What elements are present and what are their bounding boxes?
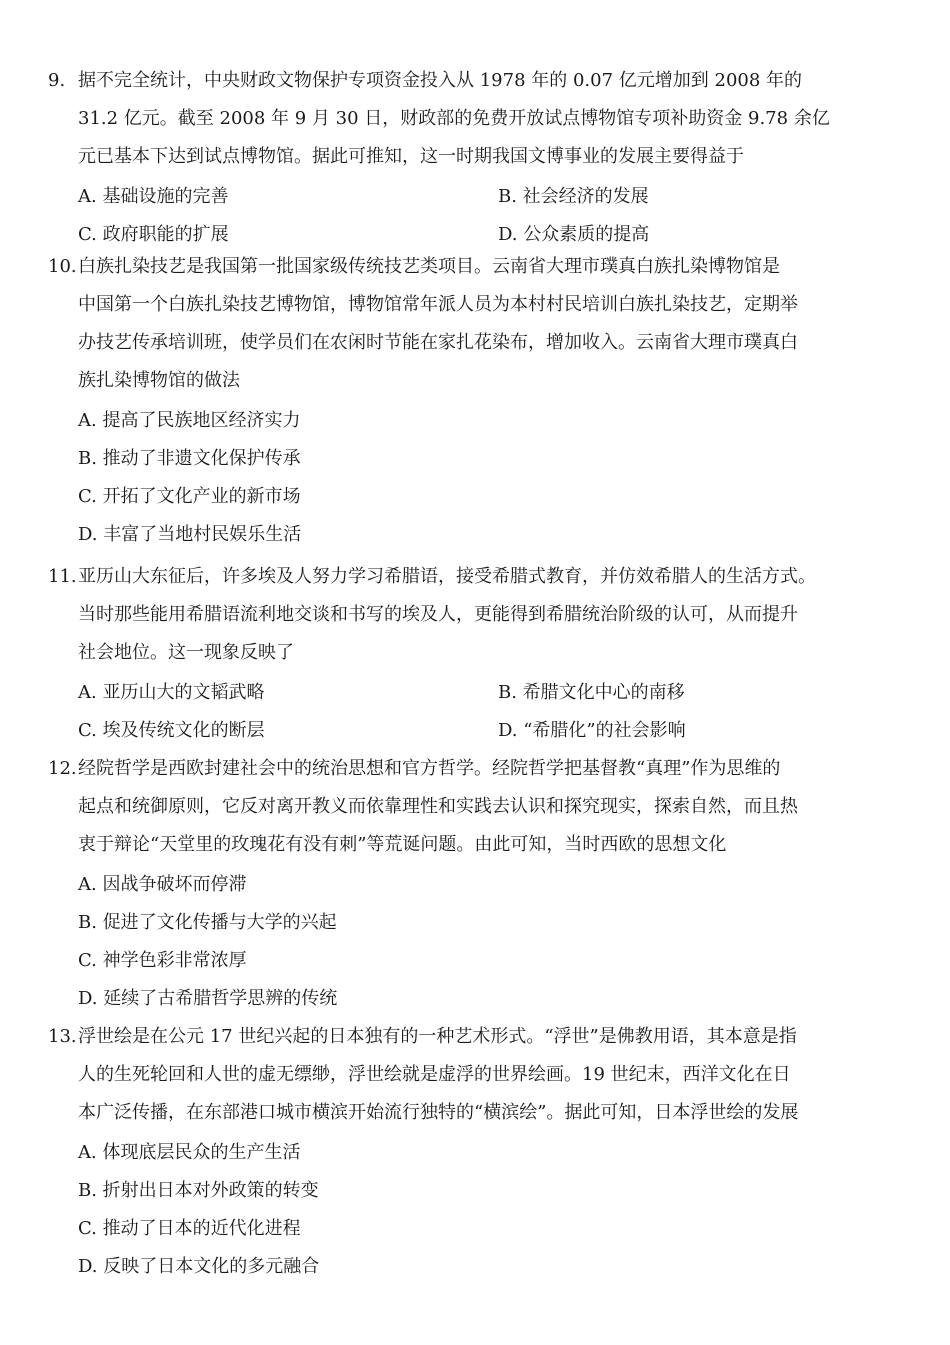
option-b: B. 希腊文化中心的南移 — [498, 682, 685, 703]
option-b: B. 推动了非遗文化保护传承 — [78, 448, 301, 469]
stem-line: 元已基本下达到试点博物馆。据此可推知，这一时期我国文博事业的发展主要得益于 — [78, 146, 744, 167]
options — [48, 1132, 918, 1284]
stem-line: 亚历山大东征后，许多埃及人努力学习希腊语，接受希腊式教育，并仿效希腊人的生活方式。 — [78, 566, 816, 587]
question-stem — [48, 248, 918, 400]
stem-line: 浮世绘是在公元 17 世纪兴起的日本独有的一种艺术形式。“浮世”是佛教用语，其本意是指 — [78, 1026, 797, 1047]
option-c: C. 推动了日本的近代化进程 — [78, 1218, 301, 1239]
stem-line: 当时那些能用希腊语流利地交谈和书写的埃及人，更能得到希腊统治阶级的认可，从而提升 — [78, 604, 798, 625]
stem-line: 办技艺传承培训班，使学员们在农闲时节能在家扎花染布，增加收入。云南省大理市璞真白 — [78, 332, 798, 353]
question-stem — [48, 750, 918, 864]
question-stem — [48, 62, 918, 176]
question-11 — [48, 558, 918, 748]
stem-line: 据不完全统计，中央财政文物保护专项资金投入从 1978 年的 0.07 亿元增加到 2008 年的 — [78, 70, 803, 91]
stem-line: 起点和统御原则，它反对离开教义而依靠理性和实践去认识和探究现实，探索自然，而且热 — [78, 796, 798, 817]
option-d: D. 丰富了当地村民娱乐生活 — [78, 524, 302, 545]
option-c: C. 神学色彩非常浓厚 — [78, 950, 247, 971]
option-a: A. 因战争破坏而停滞 — [78, 874, 247, 895]
question-number: 13. — [48, 1026, 77, 1047]
option-c: C. 埃及传统文化的断层 — [78, 720, 265, 741]
option-a: A. 基础设施的完善 — [78, 186, 229, 207]
question-9 — [48, 62, 918, 252]
question-12 — [48, 750, 918, 1016]
stem-line: 族扎染博物馆的做法 — [78, 370, 240, 391]
option-c: C. 政府职能的扩展 — [78, 224, 229, 245]
option-a: A. 体现底层民众的生产生活 — [78, 1142, 301, 1163]
option-d: D. 公众素质的提高 — [498, 224, 650, 245]
option-d: D. 反映了日本文化的多元融合 — [78, 1256, 320, 1277]
question-13 — [48, 1018, 918, 1284]
stem-line: 衷于辩论“天堂里的玫瑰花有没有刺”等荒诞问题。由此可知，当时西欧的思想文化 — [78, 834, 727, 855]
options — [48, 176, 918, 252]
question-stem — [48, 558, 918, 672]
stem-line: 经院哲学是西欧封建社会中的统治思想和官方哲学。经院哲学把基督教“真理”作为思维的 — [78, 758, 781, 779]
option-b: B. 社会经济的发展 — [498, 186, 649, 207]
stem-line: 人的生死轮回和人世的虚无缥缈，浮世绘就是虚浮的世界绘画。19 世纪末，西洋文化在日 — [78, 1064, 791, 1085]
stem-line: 中国第一个白族扎染技艺博物馆，博物馆常年派人员为本村村民培训白族扎染技艺，定期举 — [78, 294, 798, 315]
option-d: D. “希腊化”的社会影响 — [498, 720, 686, 741]
option-b: B. 折射出日本对外政策的转变 — [78, 1180, 319, 1201]
option-c: C. 开拓了文化产业的新市场 — [78, 486, 301, 507]
question-number: 10. — [48, 256, 77, 277]
option-a: A. 亚历山大的文韬武略 — [78, 682, 265, 703]
stem-line: 本广泛传播，在东部港口城市横滨开始流行独特的“横滨绘”。据此可知，日本浮世绘的发展 — [78, 1102, 799, 1123]
options — [48, 672, 918, 748]
question-stem — [48, 1018, 918, 1132]
stem-line: 社会地位。这一现象反映了 — [78, 642, 294, 663]
option-a: A. 提高了民族地区经济实力 — [78, 410, 301, 431]
question-number: 12. — [48, 758, 77, 779]
option-b: B. 促进了文化传播与大学的兴起 — [78, 912, 337, 933]
option-d: D. 延续了古希腊哲学思辨的传统 — [78, 988, 338, 1009]
options — [48, 864, 918, 1016]
stem-line: 白族扎染技艺是我国第一批国家级传统技艺类项目。云南省大理市璞真白族扎染博物馆是 — [78, 256, 780, 277]
question-number: 11. — [48, 566, 77, 587]
options — [48, 400, 918, 552]
question-10 — [48, 248, 918, 552]
stem-line: 31.2 亿元。截至 2008 年 9 月 30 日，财政部的免费开放试点博物馆专项补助资金 9.78 余亿 — [78, 108, 830, 129]
question-number: 9. — [48, 70, 66, 91]
